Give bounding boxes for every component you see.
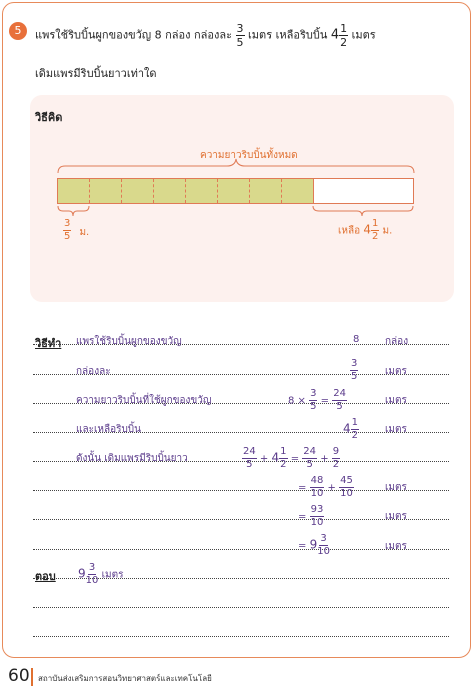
frac-num: 3 [64, 218, 71, 229]
frac-num: 45 [340, 475, 353, 486]
frac-den: 10 [310, 488, 324, 499]
frac-den: 5 [306, 459, 313, 470]
row2-fraction [350, 359, 358, 382]
answer-label: ตอบ [35, 570, 56, 583]
frac-num: 24 [303, 446, 317, 457]
answer-whole: 9 [78, 566, 86, 581]
frac-den: 10 [340, 488, 353, 499]
row7-unit: เมตร [385, 511, 407, 522]
page-number: 60 [8, 666, 30, 686]
frac-den: 5 [336, 401, 343, 412]
footer-divider [31, 668, 33, 686]
row5-expression [242, 447, 340, 470]
ribbon-segment [90, 179, 122, 203]
row4-mixed [343, 418, 359, 441]
row4-whole: 4 [343, 421, 351, 436]
frac-den: 5 [310, 401, 317, 412]
row7-expression [298, 505, 324, 528]
row5-text: ดังนั้น เดิมแพรมีริบบิ้นยาว [76, 453, 188, 464]
frac-num: 3 [236, 22, 244, 35]
segment-unit: ม. [79, 227, 90, 238]
question-mixed-whole: 4 [330, 27, 340, 43]
row8-eq: = [298, 540, 307, 552]
frac-num: 1 [280, 446, 287, 457]
row4-text: และเหลือริบบิ้น [76, 424, 141, 435]
row8-unit: เมตร [385, 541, 407, 552]
row6-eq: = [298, 482, 307, 494]
frac-num: 24 [333, 388, 346, 399]
ribbon-segment [186, 179, 218, 203]
row8-whole: 9 [309, 537, 318, 552]
segment-label [63, 219, 89, 242]
row1-text: แพรใช้ริบบิ้นผูกของขวัญ [76, 336, 182, 347]
ribbon-segment [58, 179, 90, 203]
frac-num: 1 [340, 22, 348, 35]
segment-fraction [63, 219, 71, 242]
frac-num: 1 [351, 417, 359, 428]
frac-num: 3 [320, 533, 327, 544]
dotted-line [33, 636, 449, 637]
frac-num: 9 [332, 446, 340, 457]
remain-whole: 4 [363, 222, 371, 237]
row4-unit: เมตร [385, 424, 407, 435]
publisher-name: สถาบันส่งเสริมการสอนวิทยาศาสตร์และเทคโนโลยี [38, 674, 212, 683]
row3-expr-a: 8 × [288, 395, 306, 407]
frac-den: 5 [351, 371, 358, 382]
total-label: ความยาวริบบิ้นทั้งหมด [200, 150, 298, 161]
frac-den: 2 [340, 36, 348, 49]
frac-den: 5 [64, 231, 71, 242]
row1-unit: กล่อง [385, 336, 409, 347]
frac-num: 24 [243, 446, 256, 457]
question-fraction [236, 23, 245, 48]
row6-plus: + [327, 482, 336, 494]
remain-unit: ม. [382, 225, 393, 237]
frac-num: 3 [88, 562, 96, 573]
row2-text: กล่องละ [76, 366, 111, 377]
frac-num: 1 [371, 218, 379, 229]
row3-eq: = [320, 395, 330, 407]
frac-den: 10 [310, 517, 324, 528]
row5-plus2: + [320, 453, 329, 465]
dotted-line [33, 607, 449, 608]
ribbon-segment [250, 179, 282, 203]
answer-unit: เมตร [101, 569, 124, 581]
frac-num: 48 [310, 475, 324, 486]
row5-plus: + [259, 453, 269, 465]
row3-text: ความยาวริบบิ้นที่ใช้ผูกของขวัญ [76, 395, 212, 406]
question-line1-c: เมตร [351, 28, 376, 42]
frac-den: 2 [280, 459, 287, 470]
row8-expression [298, 534, 330, 557]
segment-braces [57, 205, 415, 217]
frac-den: 2 [351, 430, 359, 441]
frac-num: 3 [351, 358, 358, 369]
remain-fraction [371, 219, 379, 242]
row5-eq: = [290, 453, 300, 465]
ribbon-segment [218, 179, 250, 203]
remain-text: เหลือ [338, 225, 361, 237]
solution-heading: วิธีทำ [35, 337, 62, 350]
row7-eq: = [298, 511, 307, 523]
row1-value: 8 [353, 334, 360, 345]
frac-den: 2 [371, 231, 379, 242]
row3-unit: เมตร [385, 395, 407, 406]
question-line2: เดิมแพรมีริบบิ้นยาวเท่าใด [35, 67, 157, 80]
row5-whole: 4 [271, 450, 280, 465]
frac-den: 2 [332, 459, 340, 470]
question-line1-a: แพรใช้ริบบิ้นผูกของขวัญ 8 กล่อง กล่องละ [35, 28, 233, 42]
answer-value [78, 563, 123, 586]
row3-expression [288, 389, 347, 412]
row6-expression [298, 476, 354, 499]
question-line1-b: เมตร เหลือริบบิ้น [248, 28, 328, 42]
ribbon-segment [154, 179, 186, 203]
frac-num: 93 [310, 504, 324, 515]
row6-unit: เมตร [385, 482, 407, 493]
question-mixed-fraction [339, 23, 348, 48]
frac-den: 10 [317, 546, 330, 557]
question-text [35, 23, 376, 48]
total-brace [57, 158, 415, 174]
question-number: 5 [9, 22, 27, 40]
method-heading: วิธีคิด [35, 111, 63, 124]
frac-den: 5 [236, 36, 244, 49]
frac-num: 3 [310, 388, 317, 399]
ribbon-segment [282, 179, 314, 203]
remain-label [338, 219, 392, 242]
frac-den: 5 [246, 459, 253, 470]
ribbon-segment [122, 179, 154, 203]
ribbon-bar [57, 178, 414, 204]
frac-den: 10 [85, 575, 99, 586]
row2-unit: เมตร [385, 366, 407, 377]
